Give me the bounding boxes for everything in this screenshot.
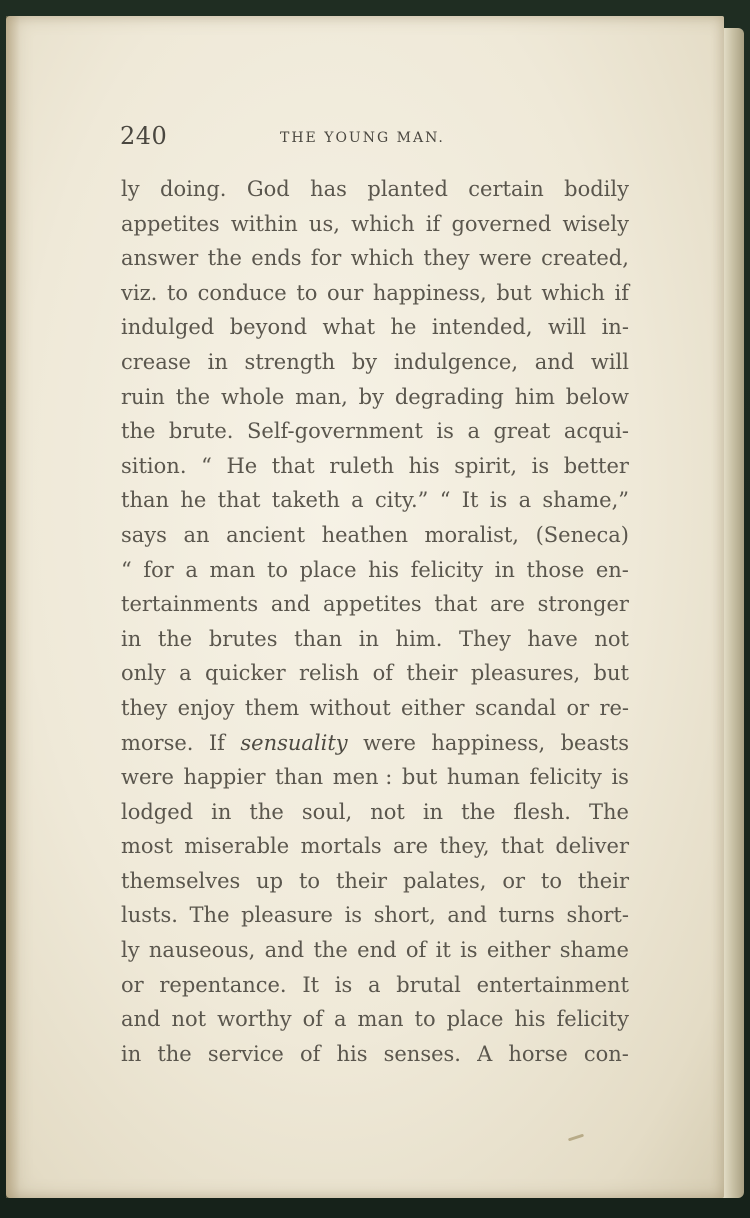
word: palates,	[402, 868, 487, 893]
word: place	[446, 1007, 504, 1032]
word: God	[246, 177, 290, 201]
word: is	[611, 765, 629, 790]
word: a	[518, 488, 532, 513]
word: or	[121, 972, 144, 997]
word: happier	[183, 765, 266, 790]
word: will	[548, 315, 587, 340]
word: were	[121, 765, 174, 790]
word: for	[310, 246, 342, 271]
word: will	[590, 349, 629, 374]
word: his	[514, 1007, 546, 1032]
word: moralist,	[424, 522, 519, 547]
word: only	[121, 661, 166, 686]
word: It	[461, 488, 479, 513]
word: whole	[220, 384, 285, 409]
word: the	[461, 799, 496, 824]
word: tertainments	[121, 592, 259, 617]
word: “	[121, 557, 132, 582]
word: to	[296, 280, 318, 305]
word: nauseous,	[148, 938, 256, 963]
word: human	[446, 765, 520, 790]
word: to	[266, 557, 289, 582]
word: certain	[468, 177, 544, 201]
word: the	[249, 799, 284, 824]
word: place	[299, 557, 357, 582]
word: a	[334, 1007, 347, 1032]
text-line	[121, 241, 629, 276]
word: shame,”	[542, 488, 629, 513]
word: strength	[244, 349, 336, 374]
page-number: 240	[120, 122, 168, 150]
word: The	[189, 903, 230, 928]
word: great	[493, 419, 551, 444]
word: he	[180, 488, 207, 513]
word: created,	[541, 246, 629, 271]
text-line	[121, 587, 629, 622]
word: entertainment	[476, 972, 629, 997]
word: (Seneca)	[535, 522, 629, 547]
text-line	[121, 1037, 629, 1072]
word: in	[207, 349, 228, 374]
text-line	[121, 829, 629, 864]
text-line	[121, 483, 629, 518]
word: are	[393, 834, 429, 859]
word: If	[208, 730, 225, 755]
word: than	[294, 626, 343, 651]
word: if	[425, 211, 441, 236]
word: ruleth	[329, 453, 394, 478]
word: has	[310, 177, 347, 201]
word: men :	[332, 765, 393, 790]
word: of	[302, 1007, 324, 1032]
word: an	[183, 522, 210, 547]
text-line	[121, 898, 629, 933]
word: in	[358, 626, 379, 651]
word: the	[207, 246, 242, 271]
text-line	[121, 380, 629, 415]
word: spirit,	[454, 453, 518, 478]
word: within	[230, 211, 298, 236]
word: or	[502, 868, 526, 893]
word: ends	[251, 246, 302, 271]
word: a	[179, 661, 192, 686]
word: that	[271, 453, 315, 478]
word: ly	[121, 938, 140, 963]
word: lodged	[121, 799, 194, 824]
word: short-	[566, 903, 629, 928]
word: his	[408, 453, 440, 478]
italic-word: sensuality	[240, 730, 348, 755]
word: by	[358, 384, 384, 409]
word: the	[313, 938, 348, 963]
word: turns	[498, 903, 555, 928]
word: It	[302, 972, 320, 997]
text-line	[121, 310, 629, 345]
word: is	[334, 972, 353, 997]
word: sition.	[121, 453, 187, 478]
word: horse	[508, 1041, 568, 1066]
text-line	[121, 656, 629, 691]
word: pleasures,	[470, 661, 581, 686]
word: below	[565, 384, 629, 409]
word: viz.	[121, 280, 158, 305]
word: en-	[595, 557, 629, 582]
word: without	[309, 695, 391, 720]
word: they	[423, 246, 470, 271]
word: a	[367, 972, 381, 997]
word: He	[226, 453, 258, 478]
body-text	[121, 172, 629, 1071]
word: of	[372, 661, 393, 686]
word: what	[322, 315, 376, 340]
word: that	[217, 488, 261, 513]
word: either	[486, 938, 551, 963]
word: is	[531, 453, 550, 478]
word: flesh.	[513, 799, 571, 824]
word: in	[422, 799, 444, 824]
word: were	[363, 730, 416, 755]
word: relish	[299, 661, 360, 686]
word: heathen	[321, 522, 408, 547]
word: stronger	[537, 592, 629, 617]
word: they	[121, 695, 168, 720]
word: up	[256, 868, 284, 893]
word: for	[143, 557, 174, 582]
text-line	[121, 207, 629, 242]
word: those	[526, 557, 585, 582]
text-line	[121, 553, 629, 588]
word: are	[489, 592, 525, 617]
text-line	[121, 345, 629, 380]
word: our	[327, 280, 364, 305]
word: most	[121, 834, 173, 859]
page-header	[116, 110, 636, 154]
word: man	[209, 557, 256, 582]
word: brutes	[208, 626, 278, 651]
word: in-	[601, 315, 629, 340]
word: worthy	[217, 1007, 292, 1032]
word: bodily	[564, 177, 629, 201]
text-line	[121, 760, 629, 795]
text-line	[121, 726, 629, 761]
word: and	[264, 938, 305, 963]
word: beyond	[229, 315, 308, 340]
word: happiness,	[372, 280, 487, 305]
word: morse.	[121, 730, 194, 755]
word: repentance.	[159, 972, 287, 997]
word: soul,	[301, 799, 353, 824]
word: beasts	[560, 730, 629, 755]
word: his	[336, 1041, 368, 1066]
word: ly	[121, 177, 140, 201]
word: indulged	[121, 315, 215, 340]
text-line	[121, 933, 629, 968]
word: to	[540, 868, 562, 893]
word: man	[357, 1007, 404, 1032]
word: “	[439, 488, 451, 513]
word: they,	[439, 834, 490, 859]
word: to	[414, 1007, 436, 1032]
word: but	[496, 280, 532, 305]
word: planted	[367, 177, 448, 201]
word: city.”	[375, 488, 429, 513]
word: have	[527, 626, 578, 651]
word: the	[157, 1041, 192, 1066]
text-line	[121, 449, 629, 484]
text-line	[121, 864, 629, 899]
word: is	[344, 903, 363, 928]
word: were	[478, 246, 532, 271]
word: that	[434, 592, 478, 617]
word: him.	[395, 626, 443, 651]
word: their	[335, 868, 388, 893]
word: either	[401, 695, 465, 720]
word: answer	[121, 246, 199, 271]
word: con-	[583, 1041, 629, 1066]
word: conduce	[197, 280, 287, 305]
word: end	[357, 938, 397, 963]
word: appetites	[323, 592, 422, 617]
paper-fleck	[568, 1134, 584, 1142]
word: or	[566, 695, 590, 720]
text-line	[121, 691, 629, 726]
word: the	[175, 384, 211, 409]
text-line	[121, 414, 629, 449]
word: to	[298, 868, 321, 893]
running-head: THE YOUNG MAN.	[280, 130, 445, 146]
word: their	[577, 868, 629, 893]
word: and	[534, 349, 575, 374]
word: “	[201, 453, 212, 478]
text-line	[121, 276, 629, 311]
word: themselves	[121, 868, 241, 893]
word: if	[614, 280, 629, 305]
word: him	[514, 384, 555, 409]
text-line	[121, 518, 629, 553]
word: but	[401, 765, 438, 790]
word: the	[121, 419, 156, 444]
word: man,	[295, 384, 348, 409]
word: appetites	[121, 211, 220, 236]
text-line	[121, 968, 629, 1003]
word: the	[157, 626, 193, 651]
word: senses.	[383, 1041, 461, 1066]
word: felicity	[410, 557, 484, 582]
word: in	[121, 1041, 142, 1066]
word: ruin	[121, 384, 165, 409]
word: is	[436, 419, 454, 444]
text-line	[121, 622, 629, 657]
word: he	[390, 315, 417, 340]
word: but	[593, 661, 629, 686]
word: pleasure	[241, 903, 333, 928]
word: them	[244, 695, 300, 720]
word: and	[270, 592, 311, 617]
text-line	[121, 1002, 629, 1037]
word: short,	[373, 903, 436, 928]
word: felicity	[556, 1007, 629, 1032]
word: service	[207, 1041, 284, 1066]
word: in	[121, 626, 142, 651]
word: ancient	[226, 522, 306, 547]
word: better	[563, 453, 629, 478]
word: intended,	[431, 315, 533, 340]
word: shame	[559, 938, 629, 963]
word: a	[467, 419, 480, 444]
word: than	[275, 765, 324, 790]
word: is	[460, 938, 478, 963]
text-line	[121, 172, 629, 207]
word: a	[351, 488, 364, 513]
text-line	[121, 795, 629, 830]
word: us,	[308, 211, 340, 236]
word: and	[447, 903, 487, 928]
word: brute.	[168, 419, 234, 444]
word: re-	[599, 695, 629, 720]
word: by	[351, 349, 378, 374]
word: not	[370, 799, 405, 824]
word: of	[299, 1041, 321, 1066]
word: their	[406, 661, 458, 686]
word: doing.	[160, 177, 227, 201]
word: than	[121, 488, 170, 513]
word: indulgence,	[393, 349, 519, 374]
word: is	[489, 488, 508, 513]
word: enjoy	[177, 695, 235, 720]
word: in	[211, 799, 232, 824]
word: deliver	[555, 834, 629, 859]
word: not	[594, 626, 629, 651]
word: taketh	[271, 488, 340, 513]
word: brutal	[396, 972, 461, 997]
word: quicker	[205, 661, 286, 686]
word: in	[494, 557, 515, 582]
word: A	[477, 1041, 493, 1066]
word: lusts.	[121, 903, 178, 928]
word: They	[458, 626, 511, 651]
word: scandal	[474, 695, 557, 720]
word: happiness,	[431, 730, 546, 755]
word: says	[121, 522, 167, 547]
word: wisely	[562, 211, 629, 236]
word: that	[501, 834, 544, 859]
word: which	[350, 246, 415, 271]
word: miserable	[184, 834, 290, 859]
word: which	[351, 211, 415, 236]
word: crease	[121, 349, 191, 374]
word: his	[368, 557, 400, 582]
word: degrading	[394, 384, 504, 409]
word: which	[541, 280, 605, 305]
word: felicity	[529, 765, 602, 790]
word: Self-government	[247, 419, 423, 444]
word: it	[435, 938, 451, 963]
word: a	[185, 557, 198, 582]
word: mortals	[300, 834, 382, 859]
word: and	[121, 1007, 161, 1032]
word: of	[405, 938, 427, 963]
word: to	[166, 280, 189, 305]
word: The	[588, 799, 629, 824]
word: governed	[451, 211, 552, 236]
word: acqui-	[563, 419, 629, 444]
word: not	[171, 1007, 207, 1032]
